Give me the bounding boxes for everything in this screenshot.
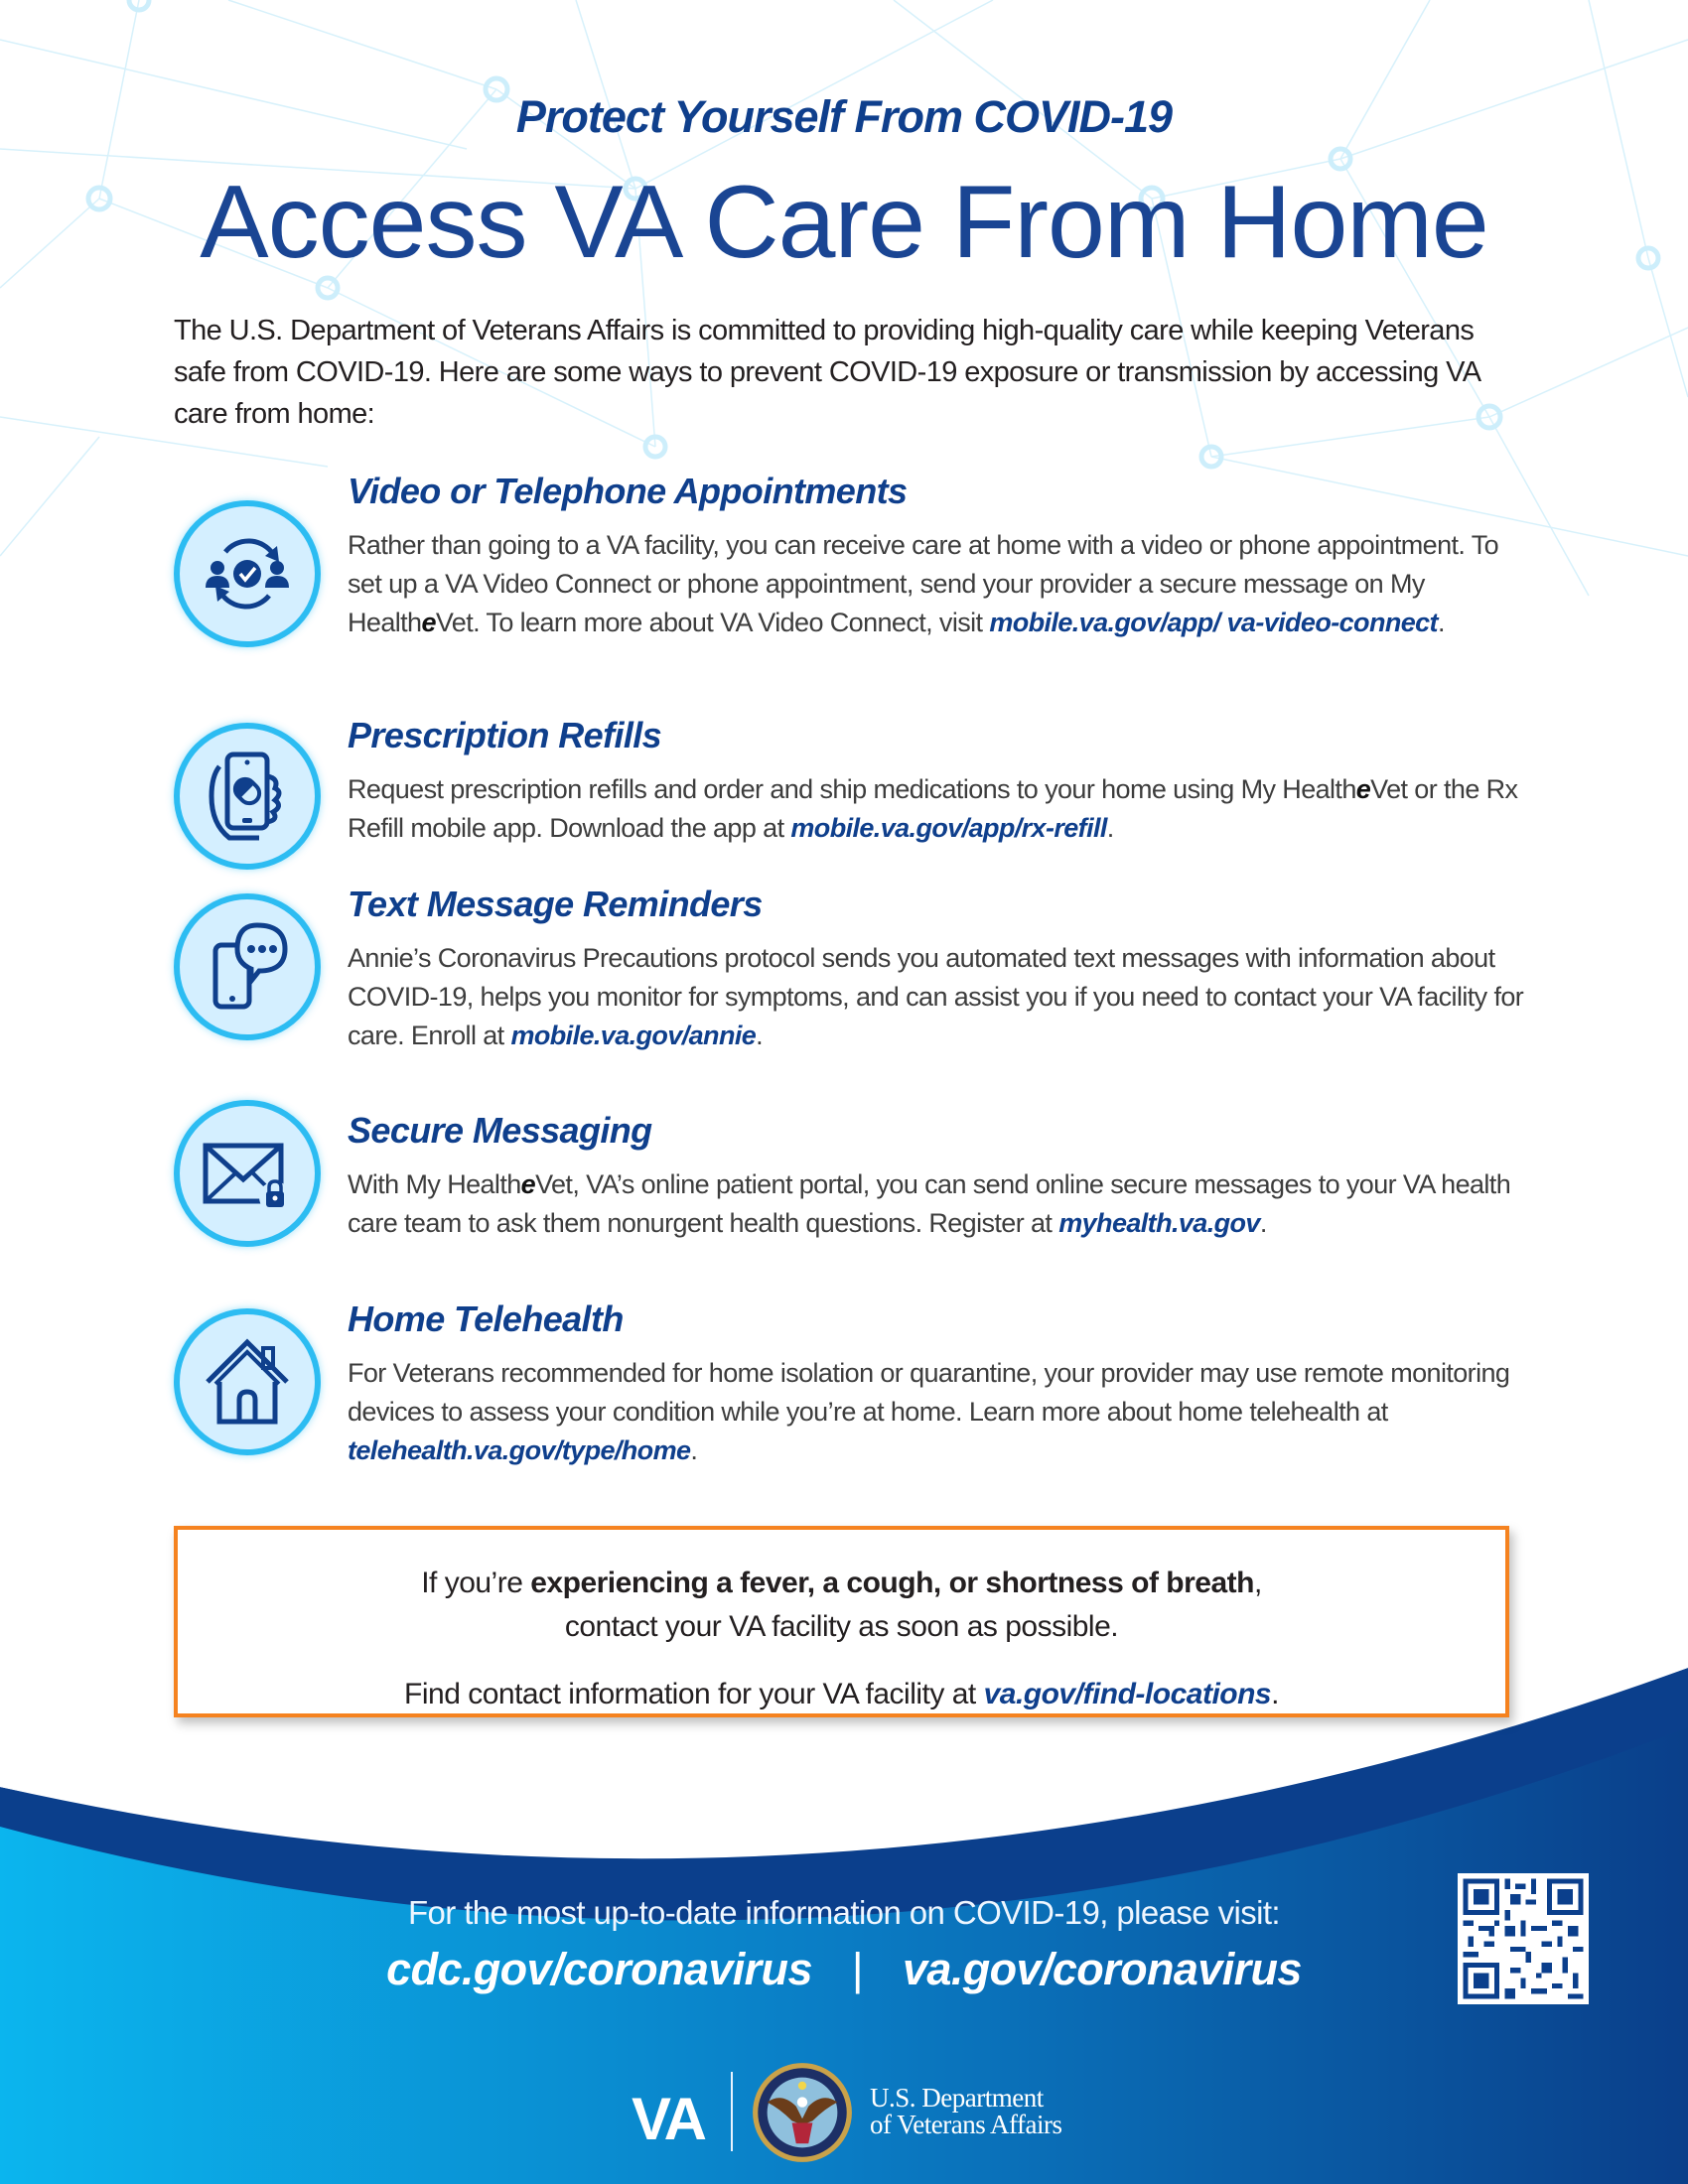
section-title: Home Telehealth <box>348 1298 624 1339</box>
body-text: Rather than going to a VA facility, you can receive care at home with a video or phone appointment. To set up a VA Video Connect or phone appointment, send your provider a secure message on My Health <box>348 530 1499 637</box>
body-text: Request prescription refills and order and ship medications to your home using My Health <box>348 774 1356 804</box>
link-rx-refill[interactable]: mobile.va.gov/app/rx-refill <box>790 813 1107 843</box>
section-home-telehealth <box>174 1298 1524 1497</box>
punctuation: . <box>1271 1678 1279 1710</box>
section-body <box>348 1165 1529 1243</box>
alert-text: If you’re <box>421 1567 531 1599</box>
punctuation: , <box>1253 1567 1262 1599</box>
link-telehealth[interactable]: telehealth.va.gov/type/home <box>348 1435 691 1465</box>
punctuation: . <box>1106 813 1114 843</box>
intro-paragraph: The U.S. Department of Veterans Affairs is committed to providing high-quality care while keeping Veterans safe from COVID-19. Here are some ways to prevent COVID-19 exposure or transmission by accessing VA care from home: <box>174 315 1479 430</box>
brand-e: e <box>1355 774 1371 804</box>
kicker-heading: Protect Yourself From COVID-19 <box>515 91 1173 142</box>
va-logo-mark: VA <box>632 2086 704 2152</box>
punctuation: . <box>1437 608 1445 637</box>
body-text: With My Health <box>348 1169 521 1199</box>
body-text: Vet, VA’s online patient portal, you can send online secure messages to your VA health care team to ask them nonurgent health questions. Register at <box>348 1169 1511 1238</box>
department-name <box>870 2085 1061 2138</box>
link-find-locations[interactable]: va.gov/find-locations <box>983 1678 1272 1710</box>
link-cdc-coronavirus[interactable]: cdc.gov/coronavirus <box>386 1944 812 1994</box>
va-seal-icon <box>751 2061 854 2164</box>
department-name-line-1: U.S. Department <box>870 2083 1044 2113</box>
alert-symptoms-bold: experiencing a fever, a cough, or shortness of breath <box>530 1567 1254 1599</box>
section-title: Text Message Reminders <box>348 884 763 924</box>
qr-code-icon <box>1458 1873 1589 2004</box>
section-prescription-refills <box>174 715 1524 884</box>
body-text: For Veterans recommended for home isolation or quarantine, your provider may use remote monitoring devices to assess your condition while you’re at home. Learn more about home telehealth at <box>348 1358 1510 1427</box>
section-body <box>348 526 1529 642</box>
home-icon <box>174 1308 321 1455</box>
department-name-line-2: of Veterans Affairs <box>870 2110 1062 2139</box>
link-myhealth[interactable]: myhealth.va.gov <box>1058 1208 1260 1238</box>
body-text: Vet. To learn more about VA Video Connect, visit <box>435 608 990 637</box>
body-text: Vet or the Rx Refill mobile app. Download the app at <box>348 774 1518 843</box>
section-title: Secure Messaging <box>348 1110 652 1151</box>
qr-code[interactable] <box>1458 1873 1589 2004</box>
prescription-phone-icon <box>174 723 321 870</box>
brand-e: e <box>421 608 436 637</box>
logo-divider <box>731 2072 733 2151</box>
link-va-video-connect[interactable]: mobile.va.gov/app/ va-video-connect <box>989 608 1438 637</box>
link-separator: | <box>851 1944 863 1994</box>
section-secure-messaging <box>174 1110 1524 1269</box>
footer-visit-text: For the most up-to-date information on COVID-19, please visit: <box>407 1894 1281 1931</box>
alert-line-2: contact your VA facility as soon as possible. <box>564 1610 1119 1643</box>
alert-line-1 <box>178 1562 1505 1605</box>
punctuation: . <box>1259 1208 1267 1238</box>
page-title: Access VA Care From Home <box>200 165 1488 280</box>
link-annie[interactable]: mobile.va.gov/annie <box>510 1021 757 1050</box>
section-title: Video or Telephone Appointments <box>348 471 908 511</box>
link-va-coronavirus[interactable]: va.gov/coronavirus <box>902 1944 1302 1994</box>
brand-e: e <box>520 1169 536 1199</box>
section-body <box>348 1354 1529 1470</box>
alert-text: Find contact information for your VA facility at <box>404 1678 984 1710</box>
text-message-phone-icon <box>174 893 321 1040</box>
section-body <box>348 770 1529 848</box>
body-text: Annie’s Coronavirus Precautions protocol sends you automated text messages with information about COVID-19, helps you monitor for symptoms, and can assist you if you need to contact your VA facility for care. Enroll at <box>348 943 1524 1050</box>
section-video-telephone <box>174 471 1524 689</box>
footer-links <box>0 1944 1688 1995</box>
punctuation: . <box>690 1435 698 1465</box>
section-title: Prescription Refills <box>348 715 662 755</box>
video-appointment-icon <box>174 500 321 647</box>
secure-mail-icon <box>174 1100 321 1247</box>
section-text-message-reminders <box>174 884 1524 1082</box>
va-logo-lockup <box>0 2045 1688 2164</box>
punctuation: . <box>756 1021 764 1050</box>
section-body <box>348 939 1529 1055</box>
footer <box>0 1668 1688 2184</box>
